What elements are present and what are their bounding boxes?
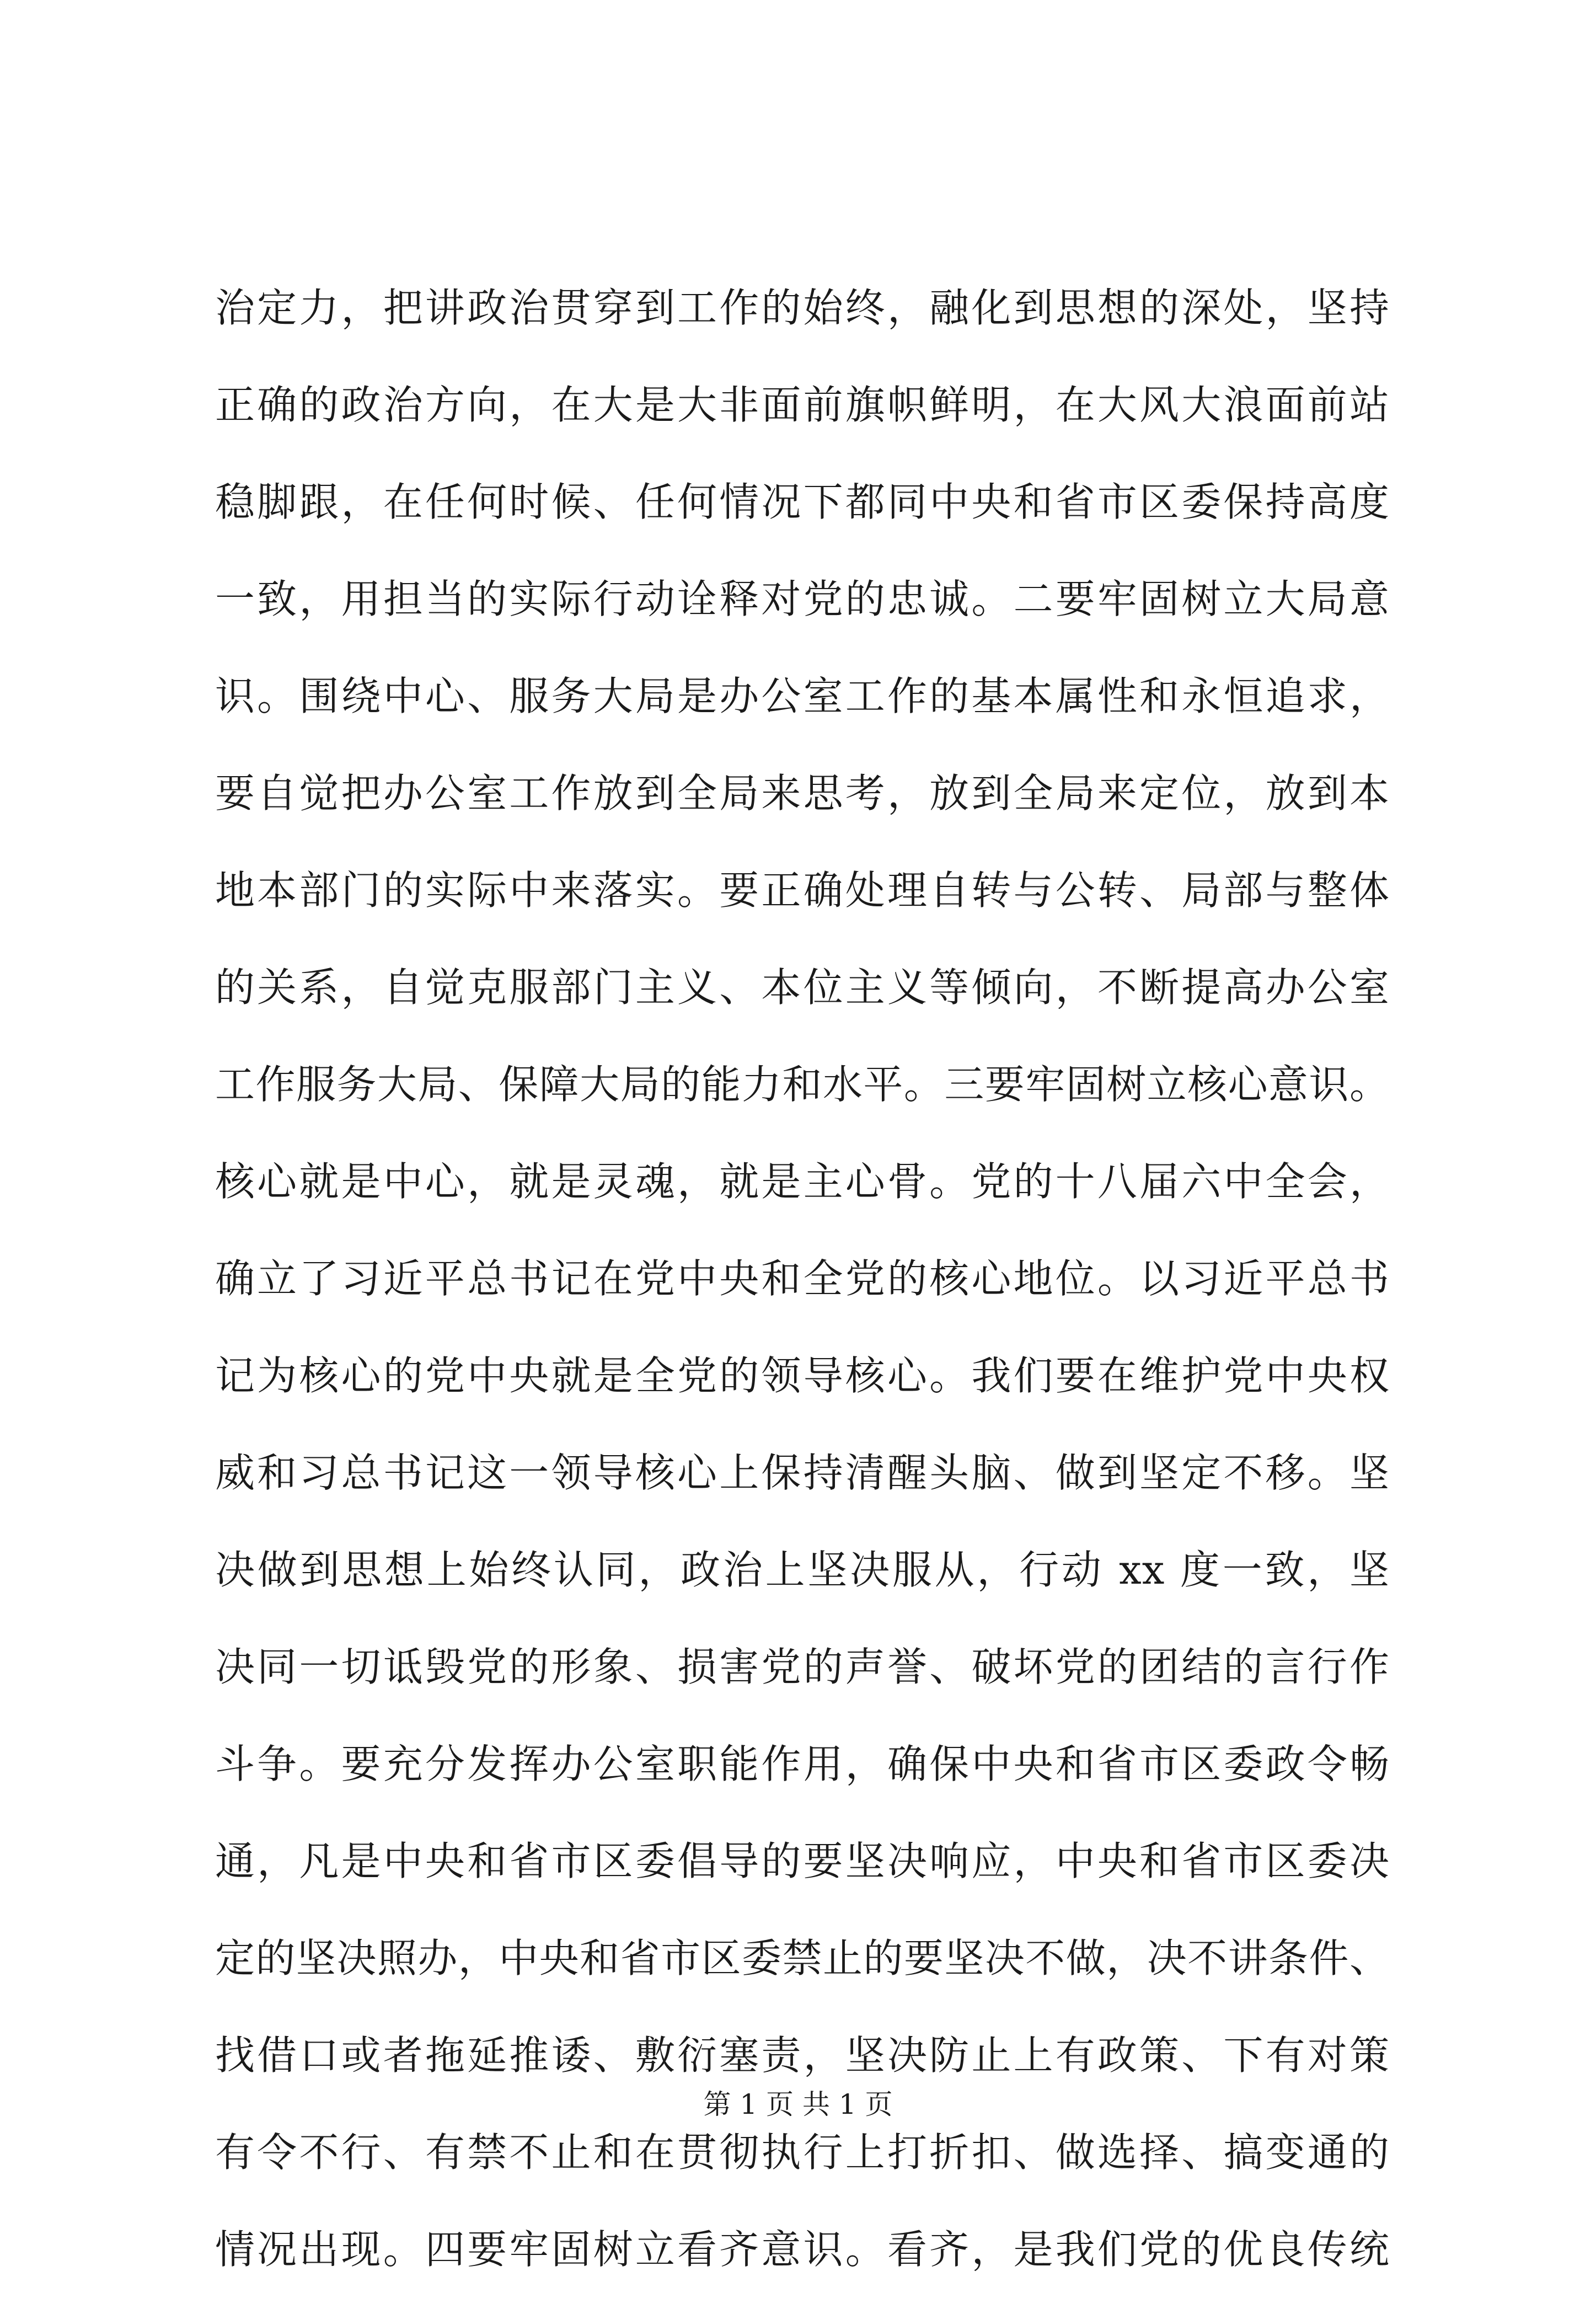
body-text [215,259,1390,2298]
text-line: 斗争。要充分发挥办公室职能作用，确保中央和省市区委政令畅 [215,1741,1390,1787]
text-line: 稳脚跟，在任何时候、任何情况下都同中央和省市区委保持高度 [215,479,1390,525]
text-line: 情况出现。四要牢固树立看齐意识。看齐，是我们党的优良传统 [215,2226,1390,2273]
page-number-footer: 第 1 页 共 1 页 [703,2088,893,2120]
text-line: 地本部门的实际中来落实。要正确处理自转与公转、局部与整体 [215,867,1390,913]
text-line: 要自觉把办公室工作放到全局来思考，放到全局来定位，放到本 [215,770,1390,816]
text-line: 的关系，自觉克服部门主义、本位主义等倾向，不断提高办公室 [215,964,1390,1011]
text-line: 决同一切诋毁党的形象、损害党的声誉、破坏党的团结的言行作 [215,1644,1390,1690]
text-line: 确立了习近平总书记在党中央和全党的核心地位。以习近平总书 [215,1255,1390,1302]
text-line: 有令不行、有禁不止和在贯彻执行上打折扣、做选择、搞变通的 [215,2129,1390,2176]
text-line: 通，凡是中央和省市区委倡导的要坚决响应，中央和省市区委决 [215,1838,1390,1884]
text-line: 一致，用担当的实际行动诠释对党的忠诚。二要牢固树立大局意 [215,576,1390,622]
text-line: 找借口或者拖延推诿、敷衍塞责，坚决防止上有政策、下有对策 [215,2032,1390,2078]
text-line: 识。围绕中心、服务大局是办公室工作的基本属性和永恒追求， [215,673,1390,719]
text-line: 正确的政治方向，在大是大非面前旗帜鲜明，在大风大浪面前站 [215,382,1390,428]
text-line: 决做到思想上始终认同，政治上坚决服从，行动 xx 度一致，坚 [215,1547,1390,1593]
text-line: 威和习总书记这一领导核心上保持清醒头脑、做到坚定不移。坚 [215,1450,1390,1496]
text-line: 核心就是中心，就是灵魂，就是主心骨。党的十八届六中全会， [215,1158,1390,1205]
text-line: 定的坚决照办，中央和省市区委禁止的要坚决不做，决不讲条件、 [215,1935,1390,1981]
text-line: 工作服务大局、保障大局的能力和水平。三要牢固树立核心意识。 [215,1061,1390,1108]
text-line: 治定力，把讲政治贯穿到工作的始终，融化到思想的深处，坚持 [215,285,1390,331]
text-line: 记为核心的党中央就是全党的领导核心。我们要在维护党中央权 [215,1353,1390,1399]
